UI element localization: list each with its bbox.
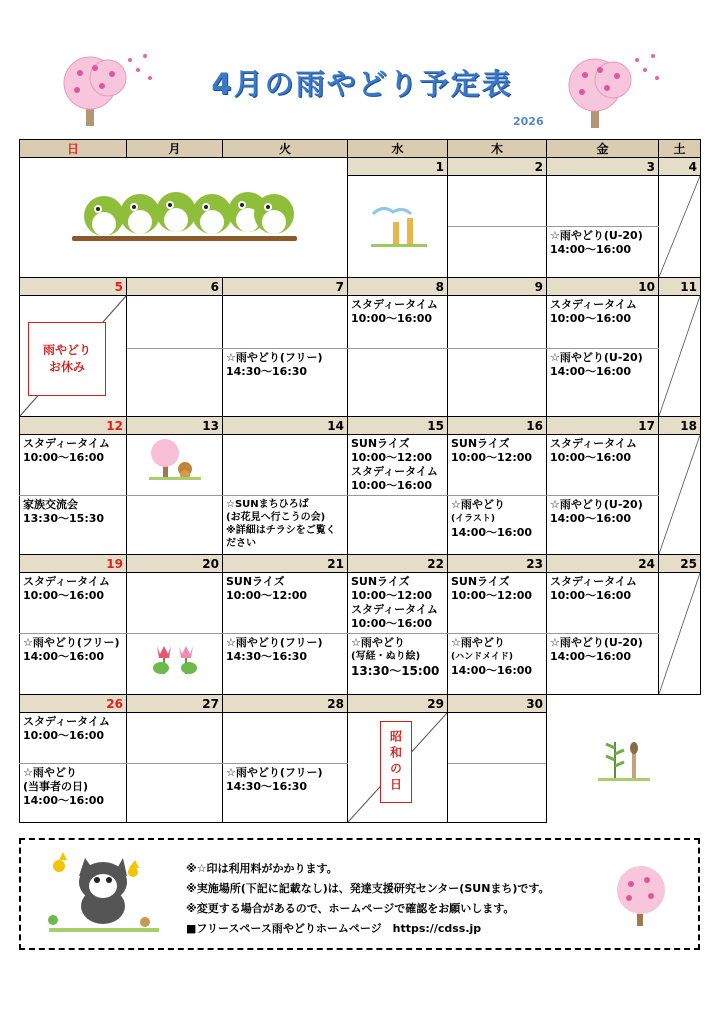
- day-number: 1: [348, 158, 448, 176]
- event-cell: [127, 435, 223, 496]
- showa-day-stamp: 昭和の日: [380, 721, 412, 803]
- event-cell: [127, 713, 223, 764]
- day-number: 14: [223, 417, 348, 435]
- day-number: 12: [20, 417, 127, 435]
- day-number: 3: [547, 158, 659, 176]
- event-text: SUNライズ: [451, 437, 510, 450]
- saturday-cell: [659, 435, 701, 555]
- day-number: 21: [223, 555, 348, 573]
- cherry-tree-icon: [145, 435, 205, 481]
- event-text: 家族交流会: [23, 498, 78, 511]
- calendar-table: [19, 139, 701, 823]
- event-cell: [547, 296, 659, 349]
- event-cell: [547, 634, 659, 695]
- event-cell: [20, 435, 127, 496]
- event-cell: [223, 573, 348, 634]
- event-text: 10:00～16:00: [23, 729, 105, 742]
- event-text: スタディータイム: [351, 603, 438, 616]
- event-cell: [127, 496, 223, 555]
- event-entry: [448, 435, 546, 467]
- event-entry: [20, 713, 126, 745]
- event-cell: [20, 496, 127, 555]
- day-number: 25: [659, 555, 701, 573]
- event-cell: [20, 573, 127, 634]
- event-cell: [547, 573, 659, 634]
- day-number: 30: [448, 695, 547, 713]
- event-entry: [547, 349, 658, 381]
- event-text: ※詳細はチラシをご覧く: [226, 525, 336, 536]
- weekday-fri: 金: [547, 140, 659, 158]
- event-entry: [20, 764, 126, 810]
- event-text: 14:00～16:00: [550, 243, 632, 256]
- day-number: 20: [127, 555, 223, 573]
- event-text: ☆雨やどり(フリー): [226, 766, 323, 779]
- event-text: ☆雨やどり(フリー): [226, 351, 323, 365]
- event-cell: [127, 349, 223, 417]
- event-text: SUNライズ: [351, 575, 410, 588]
- day-number: 5: [20, 278, 127, 296]
- day-number: 4: [659, 158, 701, 176]
- event-cell: [223, 349, 348, 417]
- event-text: ☆雨やどり: [23, 766, 77, 779]
- weekday-tue: 火: [223, 140, 348, 158]
- event-entry: [448, 634, 546, 680]
- event-cell: [448, 176, 547, 227]
- diagonal-line: [659, 296, 700, 416]
- event-cell: [348, 349, 448, 417]
- week-4-body-a: [20, 573, 701, 634]
- event-cell: [448, 634, 547, 695]
- event-text: ☆雨やどり: [451, 498, 505, 511]
- event-entry: [223, 634, 347, 666]
- day-number: 18: [659, 417, 701, 435]
- event-text: SUNライズ: [451, 575, 510, 588]
- event-text: スタディータイム: [23, 715, 110, 728]
- event-text: 14:00～16:00: [23, 794, 105, 807]
- day-number: 23: [448, 555, 547, 573]
- saturday-cell: [659, 573, 701, 695]
- week-2-body-a: [20, 296, 701, 349]
- event-text: 13:30～15:00: [351, 664, 440, 678]
- event-entry: [547, 435, 658, 467]
- notes-box: [19, 838, 700, 950]
- event-cell: [448, 496, 547, 555]
- event-entry: [448, 496, 546, 542]
- cat-icon: [29, 848, 159, 940]
- week-5-numbers: [20, 695, 701, 713]
- event-entry: [20, 573, 126, 605]
- closed-day-cell: [20, 296, 127, 417]
- event-text: 14:00～16:00: [550, 365, 632, 379]
- event-cell: [127, 634, 223, 695]
- day-number: 7: [223, 278, 348, 296]
- event-cell: [223, 296, 348, 349]
- event-text: 10:00～16:00: [23, 451, 105, 464]
- event-cell: [348, 435, 448, 496]
- event-cell: [223, 435, 348, 496]
- event-text: ☆雨やどり(フリー): [23, 636, 120, 649]
- event-text: 10:00～16:00: [23, 589, 105, 602]
- day-number: 11: [659, 278, 701, 296]
- event-text: ☆雨やどり(U-20): [550, 498, 643, 511]
- event-cell: [547, 176, 659, 227]
- day-number: 6: [127, 278, 223, 296]
- event-text: SUNライズ: [351, 437, 410, 450]
- event-cell: [448, 713, 547, 764]
- diagonal-line: [659, 435, 700, 554]
- event-text: 10:00～16:00: [550, 312, 632, 325]
- day-number: 27: [127, 695, 223, 713]
- event-text: スタディータイム: [550, 575, 637, 588]
- saturday-cell: [659, 176, 701, 278]
- event-text: 10:00～12:00: [351, 451, 433, 464]
- event-cell: [223, 634, 348, 695]
- event-cell: [448, 764, 547, 823]
- day-number: 22: [348, 555, 448, 573]
- day-number: 8: [348, 278, 448, 296]
- event-text: (お花見へ行こうの会): [226, 512, 326, 523]
- weather-illustration-cell: [348, 176, 448, 278]
- event-cell: [448, 435, 547, 496]
- diagonal-line: [659, 573, 700, 694]
- sprout-icon: [363, 200, 433, 250]
- week-3-numbers: [20, 417, 701, 435]
- holiday-cell: [348, 713, 448, 823]
- event-text: (ハンドメイド): [451, 652, 513, 662]
- event-text: 10:00～12:00: [226, 589, 308, 602]
- week-3-body-a: [20, 435, 701, 496]
- day-number: 13: [127, 417, 223, 435]
- year-label: 2026: [513, 115, 544, 128]
- event-cell: [348, 296, 448, 349]
- event-cell: [448, 227, 547, 278]
- event-cell: [127, 296, 223, 349]
- event-cell: [547, 349, 659, 417]
- event-entry: [348, 435, 447, 495]
- day-number: 10: [547, 278, 659, 296]
- event-entry: [348, 634, 447, 680]
- bird-row-icon: [64, 176, 304, 256]
- bird-illustration-cell: [20, 158, 348, 278]
- event-text: スタディータイム: [351, 465, 438, 478]
- week-4-numbers: [20, 555, 701, 573]
- cherry-tree-icon: [601, 860, 681, 930]
- event-text: 14:00～16:00: [23, 650, 105, 663]
- sprout-icon: [594, 732, 654, 782]
- day-number: 26: [20, 695, 127, 713]
- event-cell: [448, 296, 547, 349]
- event-text: 14:30～16:30: [226, 780, 308, 793]
- event-entry: [547, 496, 658, 528]
- event-text: ☆雨やどり(U-20): [550, 229, 643, 242]
- event-cell: [547, 496, 659, 555]
- event-text: 14:00～16:00: [451, 664, 533, 677]
- event-text: (イラスト): [451, 514, 495, 524]
- event-cell: [547, 435, 659, 496]
- event-cell: [547, 227, 659, 278]
- event-entry: [547, 227, 658, 259]
- event-cell: [448, 349, 547, 417]
- homepage-link[interactable]: ■フリースペース雨やどりホームページ https://cdss.jp: [186, 922, 482, 935]
- event-text: スタディータイム: [23, 437, 110, 450]
- week-3-body-b: [20, 496, 701, 555]
- event-text: 14:00～16:00: [550, 512, 632, 525]
- diagonal-line: [659, 176, 700, 277]
- event-text: 14:00～16:00: [451, 526, 533, 539]
- event-text: スタディータイム: [550, 437, 637, 450]
- note-fee: ※☆印は利用料がかかります。: [186, 862, 338, 875]
- event-entry: [547, 634, 658, 666]
- week-2-numbers: [20, 278, 701, 296]
- event-text: 13:30～15:30: [23, 512, 105, 525]
- event-entry: [348, 296, 447, 328]
- event-text: 14:30～16:30: [226, 650, 308, 663]
- event-cell: [20, 713, 127, 764]
- event-entry: [223, 764, 347, 796]
- event-text: 10:00～16:00: [550, 589, 632, 602]
- event-entry: [547, 573, 658, 605]
- weekday-sat: 土: [659, 140, 701, 158]
- weekday-mon: 月: [127, 140, 223, 158]
- event-cell: [127, 573, 223, 634]
- event-text: SUNライズ: [226, 575, 285, 588]
- event-cell: [223, 496, 348, 555]
- weekday-thu: 木: [448, 140, 547, 158]
- day-number: 24: [547, 555, 659, 573]
- event-text: スタディータイム: [351, 298, 438, 311]
- event-entry: [547, 296, 658, 328]
- event-entry: [223, 349, 347, 381]
- event-text: 10:00～12:00: [351, 589, 433, 602]
- event-cell: [223, 764, 348, 823]
- weekday-sun: 日: [20, 140, 127, 158]
- day-number: 28: [223, 695, 348, 713]
- event-text: ☆雨やどり(U-20): [550, 351, 643, 365]
- day-number: 2: [448, 158, 547, 176]
- event-entry: [223, 573, 347, 605]
- day-number: 16: [448, 417, 547, 435]
- event-text: 10:00～16:00: [351, 617, 433, 630]
- day-number: 9: [448, 278, 547, 296]
- event-cell: [223, 713, 348, 764]
- event-text: 10:00～12:00: [451, 589, 533, 602]
- event-cell: [348, 496, 448, 555]
- event-text: 10:00～16:00: [351, 479, 433, 492]
- event-text: (写経・ぬり絵): [351, 651, 421, 662]
- day-number: 19: [20, 555, 127, 573]
- event-text: 10:00～16:00: [351, 312, 433, 325]
- event-cell: [348, 634, 448, 695]
- page-title: 4月の雨やどり予定表: [211, 67, 513, 101]
- event-text: 10:00～12:00: [451, 451, 533, 464]
- sprout-illustration-cell: [547, 695, 701, 823]
- note-changes: ※変更する場合があるので、ホームページで確認をお願いします。: [186, 902, 515, 915]
- event-entry: [20, 435, 126, 467]
- event-cell: [127, 764, 223, 823]
- event-text: (当事者の日): [23, 780, 89, 793]
- event-text: ☆雨やどり(U-20): [550, 636, 643, 649]
- event-entry: [448, 573, 546, 605]
- week-1-numbers: [20, 158, 701, 176]
- event-text: ☆雨やどり: [351, 636, 405, 649]
- event-entry: [20, 496, 126, 528]
- event-cell: [20, 634, 127, 695]
- event-entry: [20, 634, 126, 666]
- event-entry: [223, 496, 347, 552]
- event-text: ☆雨やどり(フリー): [226, 636, 323, 649]
- event-cell: [448, 573, 547, 634]
- event-text: ☆雨やどり: [451, 636, 505, 649]
- event-cell: [20, 764, 127, 823]
- event-entry: [348, 573, 447, 633]
- day-number: 29: [348, 695, 448, 713]
- event-text: スタディータイム: [550, 298, 637, 311]
- note-location: ※実施場所(下記に記載なし)は、発達支援研究センター(SUNまち)です。: [186, 882, 550, 895]
- saturday-cell: [659, 296, 701, 417]
- closed-stamp: 雨やどり お休み: [28, 322, 106, 396]
- weekday-wed: 水: [348, 140, 448, 158]
- week-4-body-b: [20, 634, 701, 695]
- event-text: スタディータイム: [23, 575, 110, 588]
- event-text: 10:00～16:00: [550, 451, 632, 464]
- event-text: ☆SUNまちひろば: [226, 499, 309, 510]
- weekday-header-row: [20, 140, 701, 158]
- event-cell: [348, 573, 448, 634]
- event-text: 14:30～16:30: [226, 365, 308, 379]
- day-number: 17: [547, 417, 659, 435]
- day-number: 15: [348, 417, 448, 435]
- event-text: 14:00～16:00: [550, 650, 632, 663]
- event-text: ださい: [226, 538, 256, 549]
- tulip-icon: [147, 634, 203, 680]
